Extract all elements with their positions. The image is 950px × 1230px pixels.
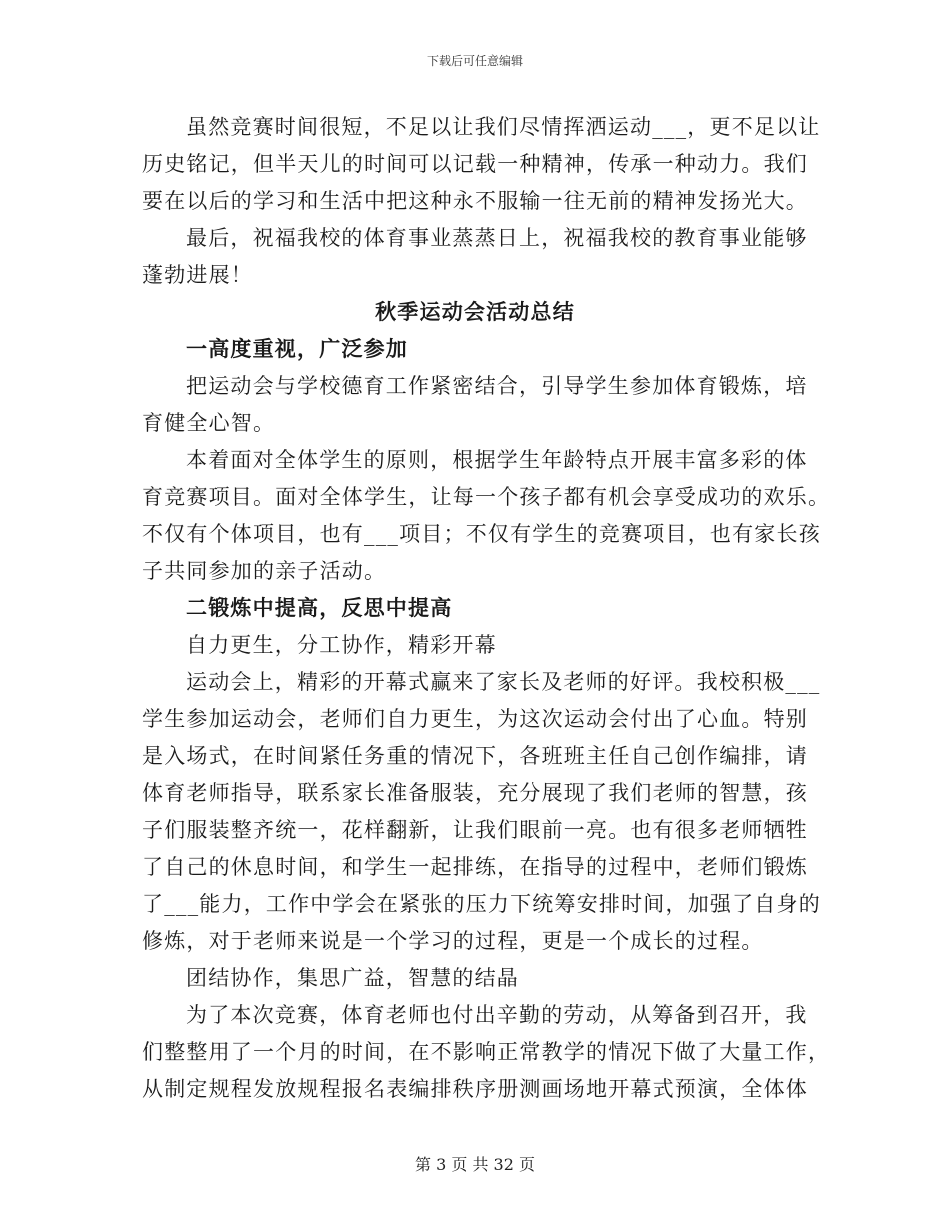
paragraph-line: 要在以后的学习和生活中把这种永不服输一往无前的精神发扬光大。: [142, 189, 808, 213]
paragraph-line: 子们服装整齐统一，花样翻新，让我们眼前一亮。也有很多老师牺牲: [142, 818, 808, 842]
paragraph-line: 不仅有个体项目，也有___项目；不仅有学生的竞赛项目，也有家长孩: [142, 522, 821, 546]
paragraph-line: 为了本次竞赛，体育老师也付出辛勤的劳动，从筹备到召开，我: [186, 1003, 808, 1027]
paragraph-line: 蓬勃进展！: [142, 263, 253, 287]
section-heading: 二锻炼中提高，反思中提高: [186, 595, 453, 620]
paragraph-line: 了自己的休息时间，和学生一起排练，在指导的过程中，老师们锻炼: [142, 855, 808, 879]
paragraph-line: 历史铭记，但半天儿的时间可以记载一种精神，传承一种动力。我们: [142, 152, 808, 176]
paragraph-line: 们整整用了一个月的时间，在不影响正常教学的情况下做了大量工作，: [142, 1040, 831, 1064]
paragraph-line: 本着面对全体学生的原则，根据学生年龄特点开展丰富多彩的体: [186, 448, 808, 472]
paragraph-line: 子共同参加的亲子活动。: [142, 559, 387, 583]
subheading-line: 自力更生，分工协作，精彩开幕: [186, 633, 497, 657]
paragraph-line: 是入场式，在时间紧任务重的情况下，各班班主任自己创作编排，请: [142, 744, 808, 768]
paragraph-line: 了___能力，工作中学会在紧张的压力下统筹安排时间，加强了自身的: [142, 892, 821, 916]
subheading-line: 团结协作，集思广益，智慧的结晶: [186, 966, 519, 990]
paragraph-line: 最后，祝福我校的体育事业蒸蒸日上，祝福我校的教育事业能够: [186, 226, 808, 250]
header-note: 下载后可任意编辑: [426, 54, 523, 68]
paragraph-line: 把运动会与学校德育工作紧密结合，引导学生参加体育锻炼，培: [186, 374, 808, 398]
paragraph-line: 从制定规程发放规程报名表编排秩序册测画场地开幕式预演，全体体: [142, 1077, 808, 1101]
paragraph-line: 育竞赛项目。面对全体学生，让每一个孩子都有机会享受成功的欢乐。: [142, 485, 831, 509]
paragraph-line: 修炼，对于老师来说是一个学习的过程，更是一个成长的过程。: [142, 929, 764, 953]
page-number: 第 3 页 共 32 页: [415, 1155, 535, 1174]
paragraph-line: 育健全心智。: [142, 411, 276, 435]
paragraph-line: 虽然竞赛时间很短，不足以让我们尽情挥洒运动___，更不足以让: [186, 115, 821, 139]
paragraph-line: 运动会上，精彩的开幕式赢来了家长及老师的好评。我校积极___: [186, 670, 821, 694]
section-heading: 一高度重视，广泛参加: [186, 336, 408, 361]
section-title: 秋季运动会活动总结: [375, 299, 575, 324]
paragraph-line: 学生参加运动会，老师们自力更生，为这次运动会付出了心血。特别: [142, 707, 808, 731]
paragraph-line: 体育老师指导，联系家长准备服装，充分展现了我们老师的智慧，孩: [142, 781, 808, 805]
